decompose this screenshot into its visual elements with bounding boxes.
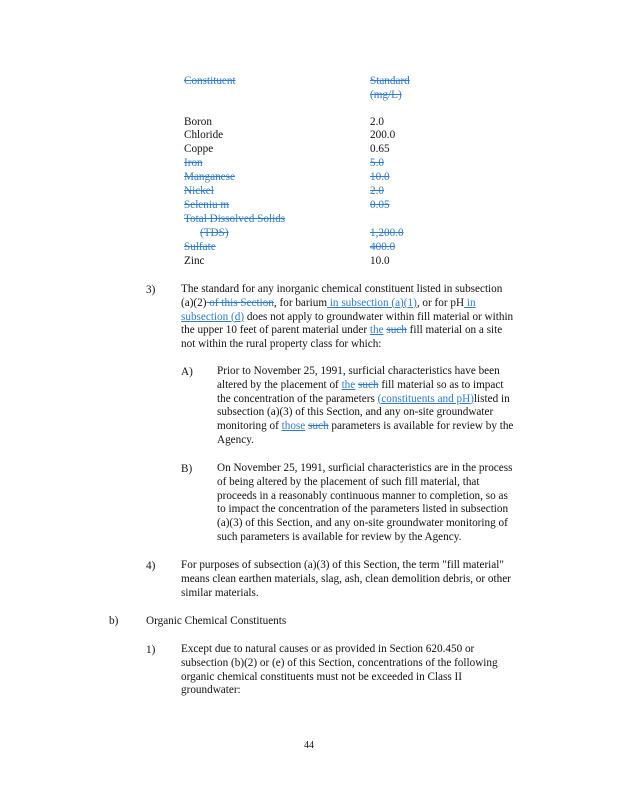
table-header-units: (mg/L): [370, 89, 402, 101]
constituent-name: Seleniu m: [184, 199, 230, 211]
item-a-label: A): [181, 366, 193, 378]
item-b1-text: Except due to natural causes or as provided in Section 620.450 or subsection (b)(2) or (e) of this Section, concentrations of the following organic chemical constituents must not be exceeded in Class II groundwater:: [181, 643, 498, 697]
item-b-label: B): [181, 463, 193, 475]
constituent-value: 10.0: [370, 171, 390, 183]
constituent-value: 2.0: [370, 185, 384, 197]
table-row: [184, 128, 444, 142]
item-a-text: Prior to November 25, 1991, surficial characteristics have been altered by the placement of the such fill material so as to impact the concentration of the parameters (constituents and pH)listed in subsection (a)(3) of this Section, and any on-site groundwater monitoring of those such parameters is available for review by the Agency.: [217, 365, 514, 446]
constituent-value: 5.0: [370, 157, 384, 169]
constituent-name: (TDS): [200, 227, 229, 239]
table-row: [184, 184, 444, 198]
table-row: [184, 240, 444, 254]
section-b-label: b): [109, 615, 119, 627]
table-row: [184, 212, 444, 226]
constituent-value: 400.0: [370, 241, 396, 253]
constituent-name: Chloride: [184, 129, 224, 141]
item-b1-label: 1): [146, 644, 156, 656]
table-header-constituent: Constituent: [184, 75, 236, 87]
constituent-name: Sulfate: [184, 241, 216, 253]
table-row: [184, 170, 444, 184]
table-row: [184, 156, 444, 170]
section-b-heading: Organic Chemical Constituents: [146, 615, 287, 627]
constituent-name: Manganese: [184, 171, 235, 183]
table-header-standard: Standard: [370, 75, 410, 87]
page-number: 44: [304, 740, 314, 751]
table-row: [184, 198, 444, 212]
item-b-text: On November 25, 1991, surficial characteristics are in the process of being altered by the placement of such fill material, that proceeds in a reasonably continuous manner to completion, so as to impact the concentration of the parameters listed in subsection (a)(3) of this Section, and any on-site groundwater monitoring of such parameters is available for review by the Agency.: [217, 462, 513, 543]
constituent-name: Total Dissolved Solids: [184, 213, 286, 225]
constituent-name: Boron: [184, 116, 212, 128]
constituent-value: 200.0: [370, 129, 396, 141]
table-row: [184, 254, 444, 268]
constituent-name: Nickel: [184, 185, 214, 197]
item-4-text: For purposes of subsection (a)(3) of this Section, the term "fill material" means clean earthen materials, slag, ash, clean demolition debris, or other similar materials.: [181, 559, 511, 599]
item-4-label: 4): [146, 560, 156, 572]
constituent-name: Coppe: [184, 143, 214, 155]
table-row: [184, 115, 444, 129]
constituent-value: 10.0: [370, 255, 390, 267]
constituent-value: 0.05: [370, 199, 390, 211]
constituent-value: 0.65: [370, 143, 390, 155]
table-row: [184, 142, 444, 156]
item-3-text: The standard for any inorganic chemical constituent listed in subsection (a)(2) of this Section, for barium in subsection (a)(1), or for pH in subsection (d) does not apply to groundwater within fill material or within the upper 10 feet of parent material under the such fill material on a site not within the rural property class for which:: [181, 283, 514, 351]
constituent-value: 1,200.0: [370, 227, 404, 239]
constituent-value: 2.0: [370, 116, 384, 128]
table-row: [184, 226, 444, 240]
item-3-label: 3): [146, 284, 156, 296]
constituent-name: Iron: [184, 157, 203, 169]
constituent-name: Zinc: [184, 255, 205, 267]
